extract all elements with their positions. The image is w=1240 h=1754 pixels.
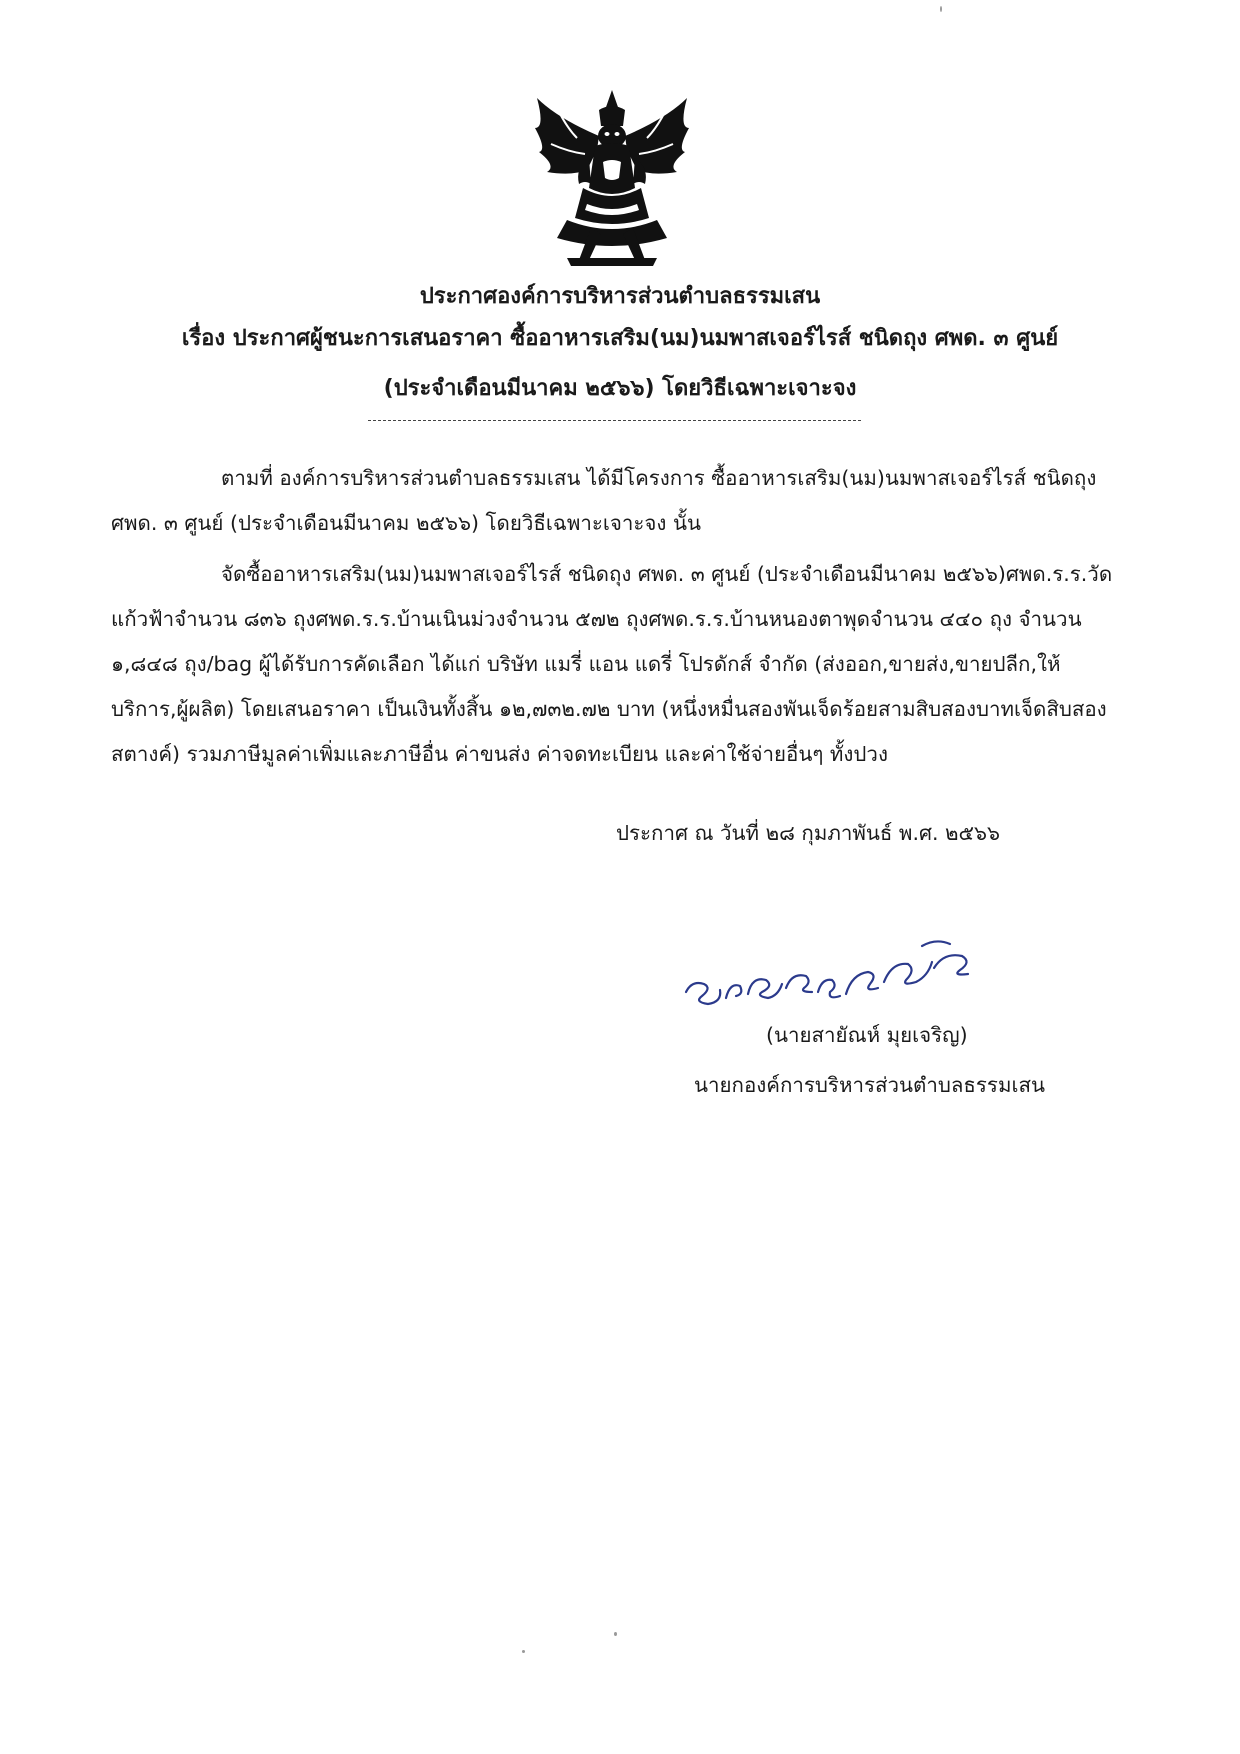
scan-speck [522,1650,525,1653]
signatory-position: นายกองค์การบริหารส่วนตำบลธรรมเสน [694,1073,1045,1097]
agency-title: ประกาศองค์การบริหารส่วนตำบลธรรมเสน [419,284,821,309]
paragraph-2-line-2: แก้วฟ้าจำนวน ๘๓๖ ถุงศพด.ร.ร.บ้านเนินม่วงจำนวน ๕๗๒ ถุงศพด.ร.ร.บ้านหนองตาพุดจำนวน ๔๔๐ ถุง จำนวน [111,607,1082,631]
subject-line: เรื่อง ประกาศผู้ชนะการเสนอราคา ซื้ออาหารเสริม(นม)นมพาสเจอร์ไรส์ ชนิดถุง ศพด. ๓ ศูนย์ [181,326,1059,351]
paragraph-1 [111,456,1121,546]
paragraph-2-line-5: สตางค์) รวมภาษีมูลค่าเพิ่มและภาษีอื่น ค่าขนส่ง ค่าจดทะเบียน และค่าใช้จ่ายอื่นๆ ทั้งปวง [111,742,888,766]
paragraph-2-line-4: บริการ,ผู้ผลิต) โดยเสนอราคา เป็นเงินทั้งสิ้น ๑๒,๗๓๒.๗๒ บาท (หนึ่งหมื่นสองพันเจ็ดร้อยสามสิบสองบาทเจ็ดสิบสอง [111,697,1107,721]
signatory-name: (นายสายัณห์ มุยเจริญ) [766,1023,968,1047]
scan-speck [614,1632,617,1636]
subject-continuation: (ประจำเดือนมีนาคม ๒๕๖๖) โดยวิธีเฉพาะเจาะจง [383,376,857,401]
date-line: ประกาศ ณ วันที่ ๒๘ กุมภาพันธ์ พ.ศ. ๒๕๖๖ [616,821,1001,845]
handwritten-signature [682,922,982,1018]
header-divider [368,420,861,421]
paragraph-2-line-1: จัดซื้ออาหารเสริม(นม)นมพาสเจอร์ไรส์ ชนิดถุง ศพด. ๓ ศูนย์ (ประจำเดือนมีนาคม ๒๕๖๖)ศพด.ร.ร.วัด [221,562,1113,586]
paragraph-2 [111,552,1121,777]
paragraph-1-line-1: ตามที่ องค์การบริหารส่วนตำบลธรรมเสน ได้มีโครงการ ซื้ออาหารเสริม(นม)นมพาสเจอร์ไรส์ ชนิดถุง [221,466,1097,490]
paragraph-1-line-2: ศพด. ๓ ศูนย์ (ประจำเดือนมีนาคม ๒๕๖๖) โดยวิธีเฉพาะเจาะจง นั้น [111,511,701,535]
garuda-emblem-icon [527,88,697,268]
scan-speck [940,6,942,12]
paragraph-2-line-3: ๑,๘๔๘ ถุง/bag ผู้ได้รับการคัดเลือก ได้แก่ บริษัท แมรี่ แอน แดรี่ โปรดักส์ จำกัด (ส่งออก,ขายส่ง,ขายปลีก,ให้ [111,652,1061,676]
